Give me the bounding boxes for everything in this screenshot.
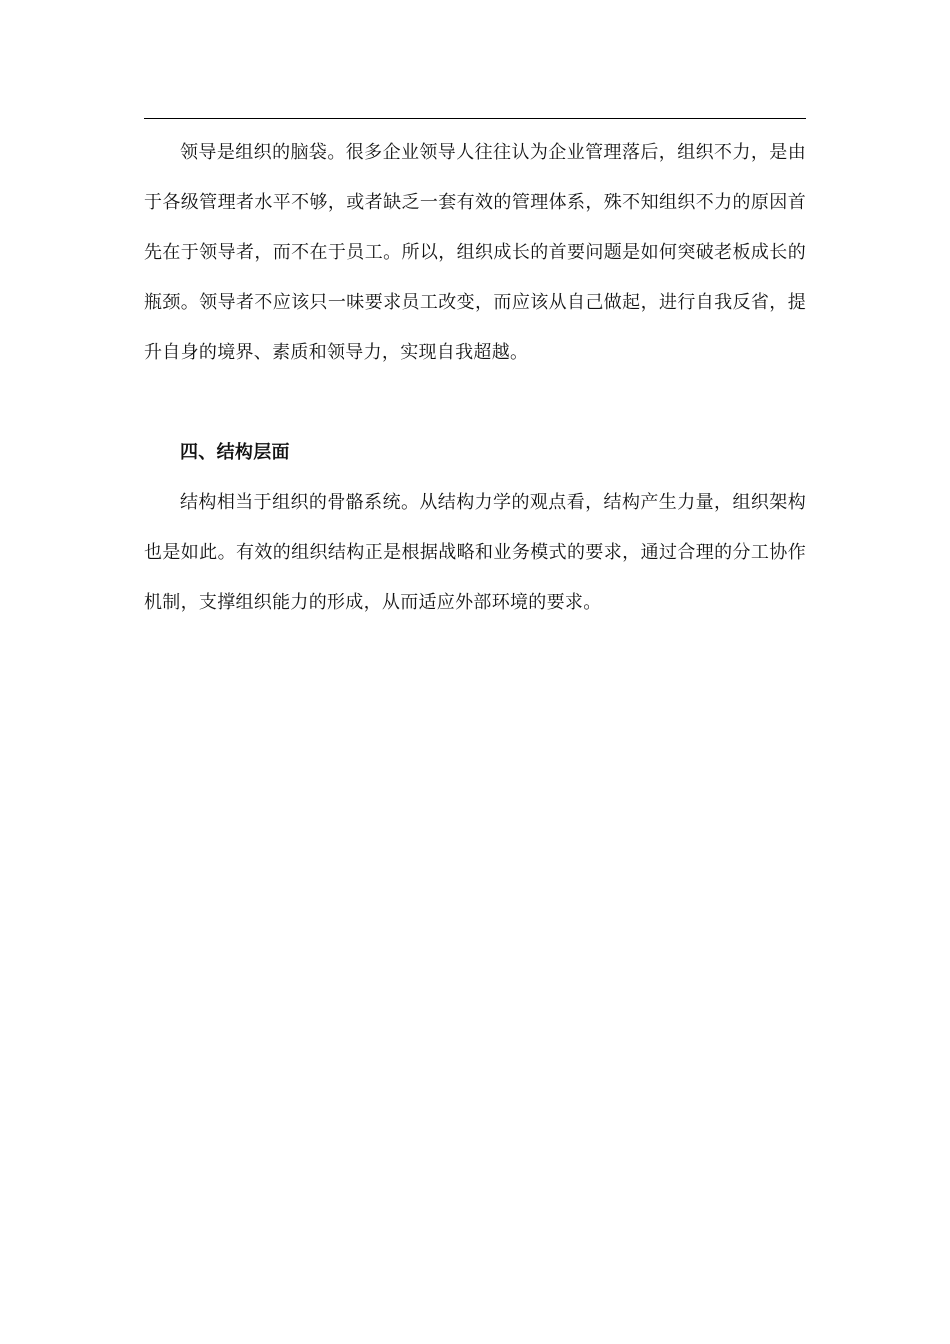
paragraph-structure: 结构相当于组织的骨骼系统。从结构力学的观点看，结构产生力量，组织架构也是如此。有效的组织结构正是根据战略和业务模式的要求，通过合理的分工协作机制，支撑组织能力的形成，从而适应外部环境的要求。 — [144, 492, 806, 613]
section-heading-structure: 四、结构层面 — [180, 442, 290, 463]
paragraph-leadership: 领导是组织的脑袋。很多企业领导人往往认为企业管理落后，组织不力，是由于各级管理者水平不够，或者缺乏一套有效的管理体系，殊不知组织不力的原因首先在于领导者，而不在于员工。所以，组织成长的首要问题是如何突破老板成长的瓶颈。领导者不应该只一味要求员工改变，而应该从自己做起，进行自我反省，提升自身的境界、素质和领导力，实现自我超越。 — [144, 142, 806, 363]
paragraph-spacer — [144, 378, 806, 428]
document-body — [144, 128, 806, 628]
header-rule — [144, 118, 806, 119]
